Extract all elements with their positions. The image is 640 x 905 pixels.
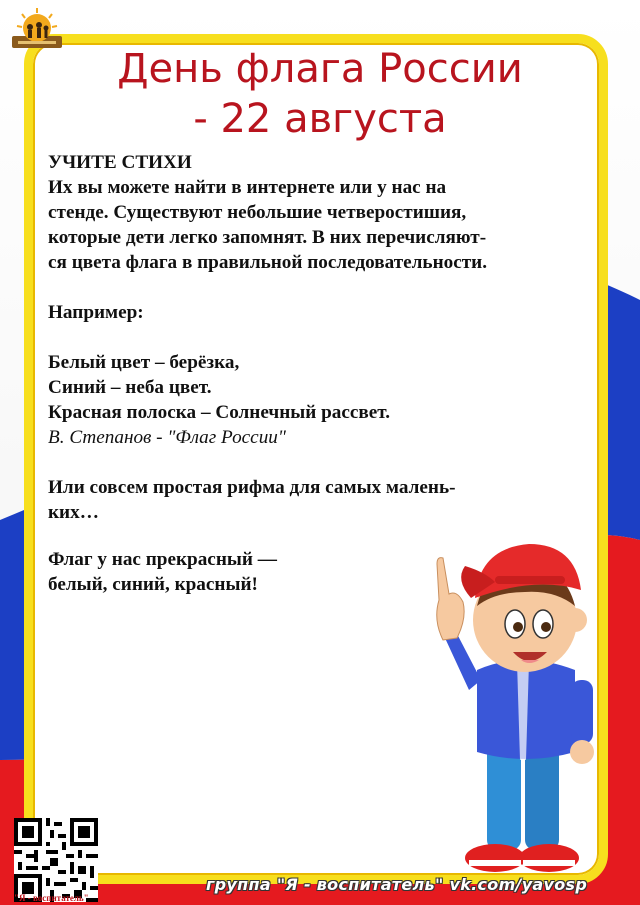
section-heading: УЧИТЕ СТИХИ xyxy=(48,152,192,173)
poster-title-line-1: День флага России xyxy=(117,46,523,92)
text-line: стенде. Существуют небольшие четверостишия, xyxy=(48,202,467,223)
cartoon-boy-illustration xyxy=(425,520,605,880)
qr-code[interactable] xyxy=(14,818,98,902)
rhyme-line: Флаг у нас прекрасный — xyxy=(48,549,277,570)
poem-line: Синий – неба цвет. xyxy=(48,377,212,398)
poster-title-line-2: - 22 августа xyxy=(193,96,447,142)
text-line: ких… xyxy=(48,502,99,523)
text-line: которые дети легко запомнят. В них перечисляют- xyxy=(48,227,487,248)
footer-logo-caption: "Я - воспитатель" xyxy=(14,893,89,903)
poem-line: Белый цвет – берёзка, xyxy=(48,352,240,373)
rhyme-line: белый, синий, красный! xyxy=(48,574,258,595)
footer-group-link[interactable]: группа "Я - воспитатель" vk.com/yavosp xyxy=(206,875,588,894)
text-line: ся цвета флага в правильной последовательности. xyxy=(48,252,488,273)
poem-author: В. Степанов - "Флаг России" xyxy=(48,427,286,448)
example-label: Например: xyxy=(48,302,144,323)
text-line: Их вы можете найти в интернете или у нас на xyxy=(48,177,447,198)
poem-line: Красная полоска – Солнечный рассвет. xyxy=(48,402,391,423)
text-line: Или совсем простая рифма для самых малень- xyxy=(48,477,456,498)
